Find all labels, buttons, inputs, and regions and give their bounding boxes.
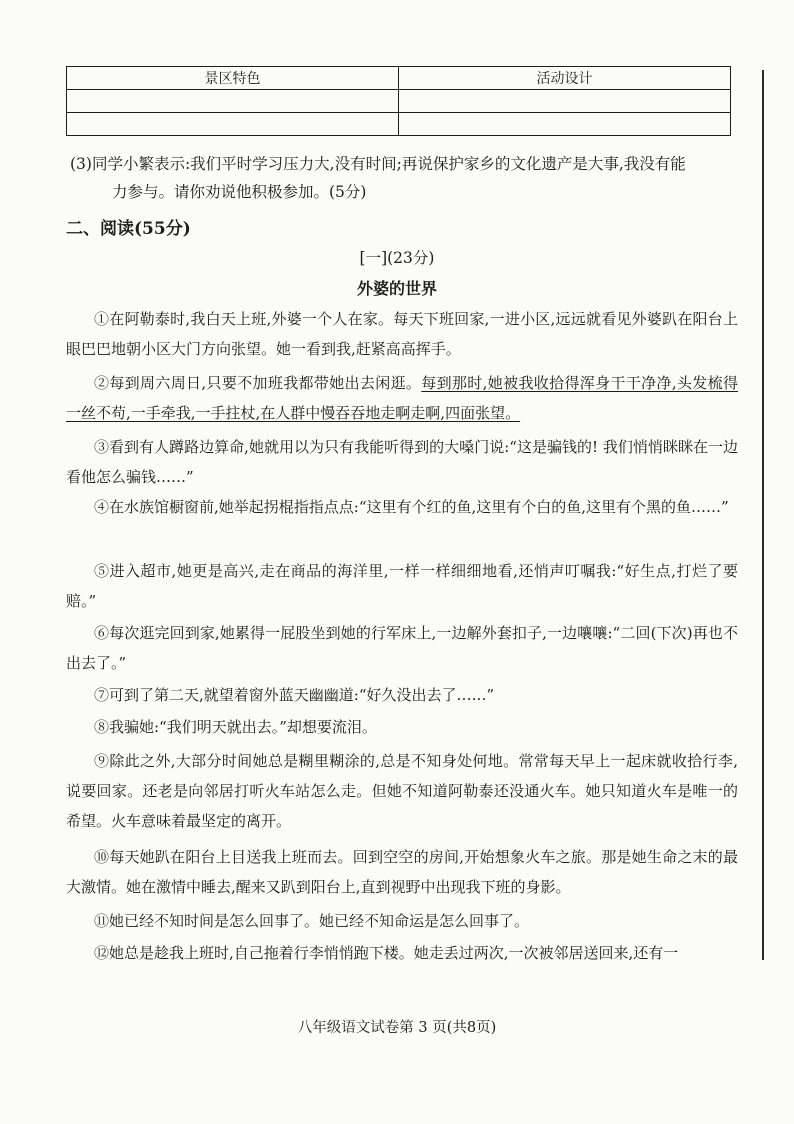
paragraph-2 xyxy=(66,368,738,428)
paragraph-1: ①在阿勒泰时,我白天上班,外婆一个人在家。每天下班回家,一进小区,远远就看见外婆趴在阳台上眼巴巴地朝小区大门方向张望。她一看到我,赶紧高高挥手。 xyxy=(66,310,738,358)
activity-table xyxy=(66,66,731,136)
section-title: 二、阅读(55分) xyxy=(66,219,191,239)
paragraph-9: ⑨除此之外,大部分时间她总是糊里糊涂的,总是不知身处何地。常常每天早上一起床就收拾行李,说要回家。还老是向邻居打听火车站怎么走。但她不知道阿勒泰还没通火车。她只知道火车是唯一的希望。火车意味着最坚定的离开。 xyxy=(66,752,738,830)
paragraph-6: ⑥每次逛完回到家,她累得一屁股坐到她的行军床上,一边解外套扣子,一边嚷嚷:“二回(下次)再也不出去了。” xyxy=(66,624,738,672)
table-header-cell: 活动设计 xyxy=(399,67,731,90)
question-3 xyxy=(70,150,750,206)
table-header-cell: 景区特色 xyxy=(67,67,399,90)
paragraph-12: ⑫她总是趁我上班时,自己拖着行李悄悄跑下楼。她走丢过两次,一次被邻居送回来,还有一 xyxy=(94,944,679,962)
paragraph-7: ⑦可到了第二天,就望着窗外蓝天幽幽道:“好久没出去了……” xyxy=(94,686,495,704)
question-3-line-1: (3)同学小繁表示:我们平时学习压力大,没有时间;再说保护家乡的文化遗产是大事,我没有能 xyxy=(70,155,686,173)
question-3-line-2: 力参与。请你劝说他积极参加。(5分) xyxy=(112,183,367,201)
page-footer: 八年级语文试卷第 3 页(共8页) xyxy=(297,1020,497,1036)
article-title: 外婆的世界 xyxy=(356,279,437,298)
paragraph-5: ⑤进入超市,她更是高兴,走在商品的海洋里,一样一样细细地看,还悄声叮嘱我:“好生点,打烂了要赔。” xyxy=(66,562,738,610)
paragraph-2-text: ②每到周六周日,只要不加班我都带她出去闲逛。 xyxy=(94,374,422,392)
underlined-sentence: 每到那时,她被我收拾得浑身干干净净,头发梳得一丝不苟,一手牵我,一手拄杖,在人群中慢吞吞地走啊走啊,四面张望。 xyxy=(66,374,738,422)
table-cell[interactable] xyxy=(399,113,731,136)
table-cell[interactable] xyxy=(399,90,731,113)
table-cell[interactable] xyxy=(67,90,399,113)
table-row xyxy=(67,113,731,136)
paragraph-11: ⑪她已经不知时间是怎么回事了。她已经不知命运是怎么回事了。 xyxy=(94,912,530,930)
paragraph-8: ⑧我骗她:“我们明天就出去。”却想要流泪。 xyxy=(94,718,377,736)
paragraph-4: ④在水族馆橱窗前,她举起拐棍指指点点:“这里有个红的鱼,这里有个白的鱼,这里有个黑的鱼……” xyxy=(94,498,729,516)
page-edge-line xyxy=(762,70,764,960)
table-header-row xyxy=(67,67,731,90)
paragraph-10: ⑩每天她趴在阳台上目送我上班而去。回到空空的房间,开始想象火车之旅。那是她生命之末的最大激情。她在激情中睡去,醒来又趴到阳台上,直到视野中出现我下班的身影。 xyxy=(66,848,738,896)
table-row xyxy=(67,90,731,113)
paragraph-3: ③看到有人蹲路边算命,她就用以为只有我能听得到的大嗓门说:“这是骗钱的! 我们悄悄眯眯在一边看他怎么骗钱……” xyxy=(66,438,738,486)
table-cell[interactable] xyxy=(67,113,399,136)
part-title: [一](23分) xyxy=(359,249,435,267)
